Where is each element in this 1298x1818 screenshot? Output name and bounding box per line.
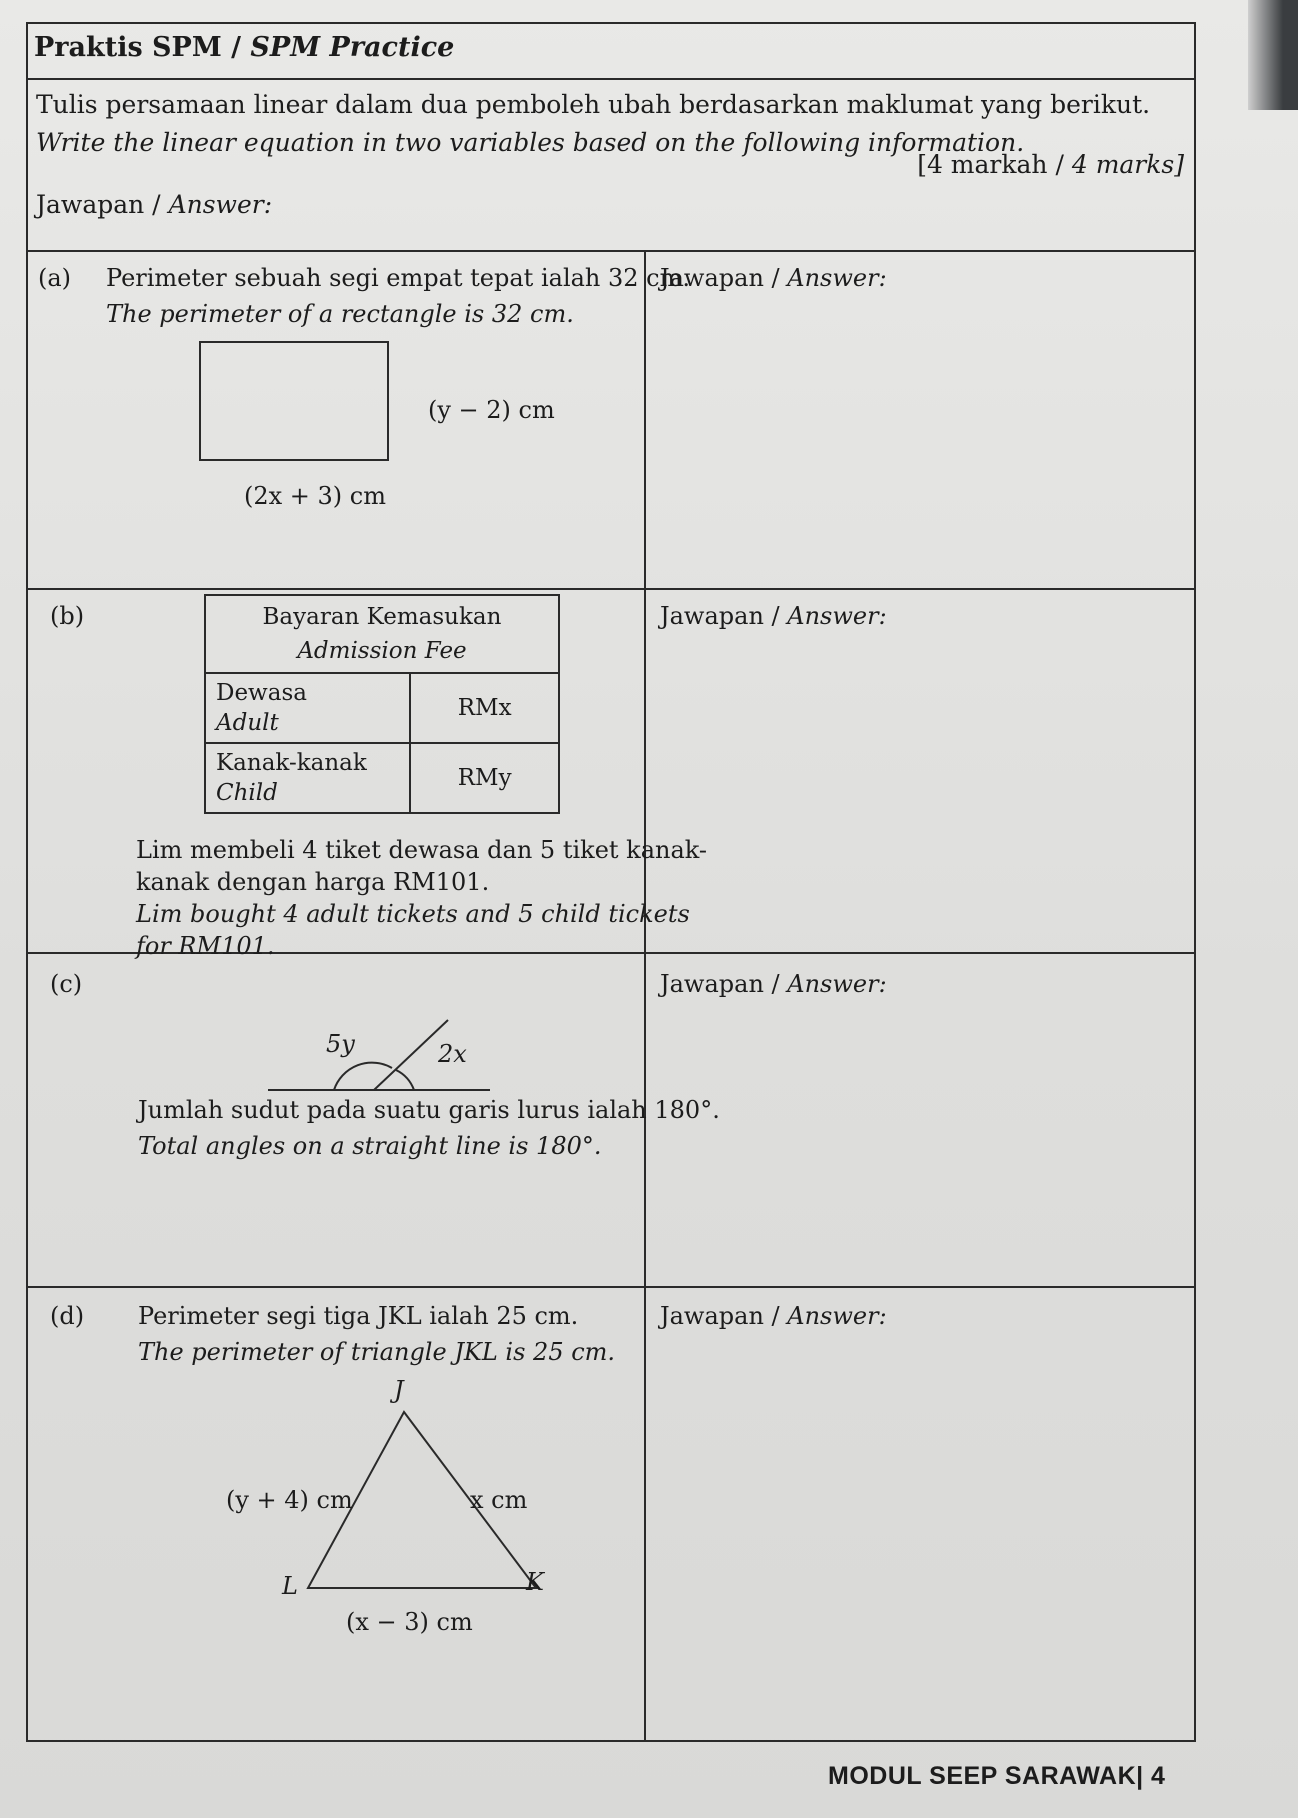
rectangle-shape <box>200 342 388 460</box>
table-row <box>205 743 559 813</box>
part-a-malay: Perimeter sebuah segi empat tepat ialah 32 cm. <box>106 264 691 292</box>
background-edge <box>1248 0 1298 110</box>
table-cell: Dewasa Adult <box>205 673 410 743</box>
angle-arc-left <box>334 1063 392 1090</box>
rectangle-diagram <box>198 340 398 470</box>
divider <box>28 1286 1194 1288</box>
table-cell: RMy <box>410 743 559 813</box>
rectangle-bottom-label: (2x + 3) cm <box>244 482 386 510</box>
vertex-j: J <box>394 1376 404 1404</box>
rectangle-side-label: (y − 2) cm <box>428 396 555 424</box>
vertex-k: K <box>526 1568 544 1596</box>
worksheet-frame <box>26 22 1196 1742</box>
vertex-l: L <box>282 1572 298 1600</box>
part-a-english: The perimeter of a rectangle is 32 cm. <box>106 300 574 328</box>
part-b-english-1: Lim bought 4 adult tickets and 5 child tickets <box>136 900 690 928</box>
instruction-malay: Tulis persamaan linear dalam dua pemboleh ubah berdasarkan maklumat yang berikut. <box>36 90 1151 119</box>
part-a-label: (a) <box>38 264 72 292</box>
answer-area-a: Jawapan / Answer: <box>660 264 887 292</box>
part-c-malay: Jumlah sudut pada suatu garis lurus ialah 180°. <box>138 1096 720 1124</box>
angle-label-left: 5y <box>326 1030 355 1058</box>
table-cell: RMx <box>410 673 559 743</box>
part-b-malay-2: kanak dengan harga RM101. <box>136 868 490 896</box>
divider <box>28 588 1194 590</box>
page-footer: MODUL SEEP SARAWAK| 4 <box>828 1762 1166 1790</box>
part-b-english-2: for RM101. <box>136 932 275 960</box>
angle-arc-right <box>396 1070 414 1090</box>
triangle-side-right: x cm <box>470 1486 528 1514</box>
part-d-english: The perimeter of triangle JKL is 25 cm. <box>138 1338 616 1366</box>
column-divider <box>644 250 646 1742</box>
marks-label: [4 markah / 4 marks] <box>917 150 1184 179</box>
part-c-english: Total angles on a straight line is 180°. <box>138 1132 602 1160</box>
answer-heading: Jawapan / Answer: <box>36 190 273 219</box>
title-row <box>28 24 1194 80</box>
instruction-english: Write the linear equation in two variables based on the following information. <box>36 128 1025 157</box>
answer-area-c: Jawapan / Answer: <box>660 970 887 998</box>
page-title: Praktis SPM / SPM Practice <box>34 32 455 63</box>
part-b-label: (b) <box>50 602 85 630</box>
part-b-malay-1: Lim membeli 4 tiket dewasa dan 5 tiket kanak- <box>136 836 708 864</box>
triangle-side-bottom: (x − 3) cm <box>346 1608 473 1636</box>
angle-label-right: 2x <box>438 1040 467 1068</box>
table-title: Bayaran Kemasukan Admission Fee <box>205 595 559 673</box>
table-cell: Kanak-kanak Child <box>205 743 410 813</box>
divider <box>28 250 1194 252</box>
table-row <box>205 673 559 743</box>
part-d-malay: Perimeter segi tiga JKL ialah 25 cm. <box>138 1302 579 1330</box>
part-c-label: (c) <box>50 970 83 998</box>
table-header-row <box>205 595 559 673</box>
answer-area-d: Jawapan / Answer: <box>660 1302 887 1330</box>
angle-ray <box>374 1020 448 1090</box>
answer-area-b: Jawapan / Answer: <box>660 602 887 630</box>
part-d-label: (d) <box>50 1302 85 1330</box>
admission-fee-table <box>204 594 560 814</box>
triangle-side-left: (y + 4) cm <box>226 1486 353 1514</box>
